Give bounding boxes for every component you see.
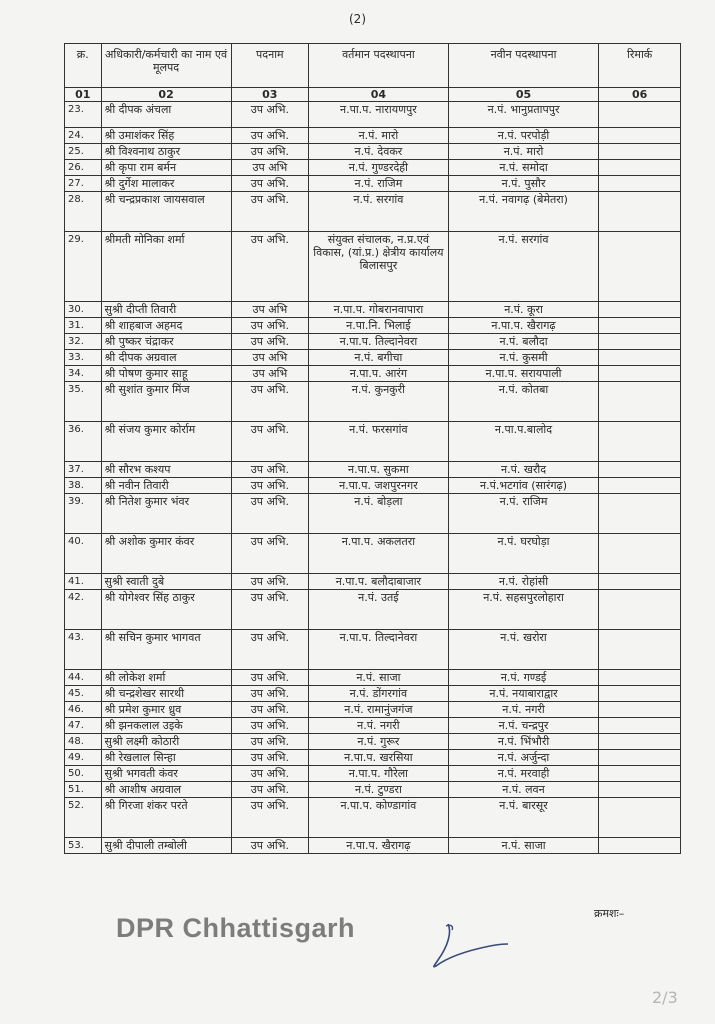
row-name: श्री गिरजा शंकर परते bbox=[101, 798, 231, 838]
row-current-posting: न.पं. गुरूर bbox=[309, 734, 449, 750]
row-current-posting: न.पा.प. तिल्दानेवरा bbox=[309, 334, 449, 350]
table-body bbox=[65, 102, 681, 854]
header-current-posting: वर्तमान पदस्थापना bbox=[309, 44, 449, 88]
row-designation: उप अभि. bbox=[231, 574, 308, 590]
row-designation: उप अभि. bbox=[231, 176, 308, 192]
row-remark bbox=[599, 734, 681, 750]
row-name: श्री चन्द्रप्रकाश जायसवाल bbox=[101, 192, 231, 232]
transfer-table bbox=[64, 43, 681, 854]
row-sn: 38. bbox=[65, 478, 102, 494]
row-remark bbox=[599, 798, 681, 838]
row-designation: उप अभि. bbox=[231, 782, 308, 798]
row-current-posting: न.पा.प. खैरागढ़ bbox=[309, 838, 449, 854]
row-current-posting: न.पा.प. जशपुरनगर bbox=[309, 478, 449, 494]
row-remark bbox=[599, 350, 681, 366]
row-sn: 40. bbox=[65, 534, 102, 574]
row-remark bbox=[599, 782, 681, 798]
row-name: श्री पुष्कर चंद्राकर bbox=[101, 334, 231, 350]
row-remark bbox=[599, 302, 681, 318]
table-row bbox=[65, 782, 681, 798]
row-designation: उप अभि. bbox=[231, 766, 308, 782]
row-designation: उप अभि bbox=[231, 160, 308, 176]
row-remark bbox=[599, 422, 681, 462]
row-name: श्री अशोक कुमार कंवर bbox=[101, 534, 231, 574]
row-sn: 50. bbox=[65, 766, 102, 782]
row-current-posting: न.पा.नि. भिलाई bbox=[309, 318, 449, 334]
row-sn: 45. bbox=[65, 686, 102, 702]
row-current-posting: न.पा.प. गोबरानवापारा bbox=[309, 302, 449, 318]
row-remark bbox=[599, 176, 681, 192]
row-remark bbox=[599, 192, 681, 232]
signature-image bbox=[430, 920, 510, 970]
table-row bbox=[65, 750, 681, 766]
row-designation: उप अभि. bbox=[231, 382, 308, 422]
table-row bbox=[65, 334, 681, 350]
row-designation: उप अभि. bbox=[231, 494, 308, 534]
row-current-posting: न.पा.प. तिल्दानेवरा bbox=[309, 630, 449, 670]
table-row bbox=[65, 590, 681, 630]
page-indicator: 2/3 bbox=[652, 988, 678, 1007]
row-sn: 28. bbox=[65, 192, 102, 232]
table-row bbox=[65, 232, 681, 302]
header-name: अधिकारी/कर्मचारी का नाम एवं मूलपद bbox=[101, 44, 231, 88]
row-remark bbox=[599, 494, 681, 534]
row-name: श्री रेखलाल सिन्हा bbox=[101, 750, 231, 766]
column-number: 03 bbox=[231, 88, 308, 102]
row-sn: 29. bbox=[65, 232, 102, 302]
table-row bbox=[65, 128, 681, 144]
row-remark bbox=[599, 102, 681, 128]
row-new-posting: न.पं. लवन bbox=[448, 782, 599, 798]
row-new-posting: न.पं. मरवाही bbox=[448, 766, 599, 782]
row-designation: उप अभि. bbox=[231, 192, 308, 232]
row-remark bbox=[599, 160, 681, 176]
table-row bbox=[65, 478, 681, 494]
row-remark bbox=[599, 534, 681, 574]
row-designation: उप अभि. bbox=[231, 630, 308, 670]
row-name: श्री दीपक अग्रवाल bbox=[101, 350, 231, 366]
row-designation: उप अभि bbox=[231, 302, 308, 318]
row-remark bbox=[599, 128, 681, 144]
page-number: (2) bbox=[349, 12, 366, 26]
table-row bbox=[65, 102, 681, 128]
row-new-posting: न.पं. बलौदा bbox=[448, 334, 599, 350]
table-row bbox=[65, 422, 681, 462]
row-remark bbox=[599, 462, 681, 478]
table-row bbox=[65, 144, 681, 160]
table-row bbox=[65, 686, 681, 702]
row-new-posting: न.पं. खरोरा bbox=[448, 630, 599, 670]
row-current-posting: न.पं. मारो bbox=[309, 128, 449, 144]
row-new-posting: न.पं. नयाबाराद्वार bbox=[448, 686, 599, 702]
row-sn: 31. bbox=[65, 318, 102, 334]
row-sn: 30. bbox=[65, 302, 102, 318]
header-designation: पदनाम bbox=[231, 44, 308, 88]
row-designation: उप अभि. bbox=[231, 838, 308, 854]
row-current-posting: न.पा.प. खरसिया bbox=[309, 750, 449, 766]
table-row bbox=[65, 702, 681, 718]
row-name: सुश्री लक्ष्मी कोठारी bbox=[101, 734, 231, 750]
row-remark bbox=[599, 382, 681, 422]
row-sn: 33. bbox=[65, 350, 102, 366]
table-row bbox=[65, 192, 681, 232]
row-name: श्री नवीन तिवारी bbox=[101, 478, 231, 494]
row-name: श्री शाहबाज अहमद bbox=[101, 318, 231, 334]
row-designation: उप अभि. bbox=[231, 686, 308, 702]
row-current-posting: न.पं. बोड़ला bbox=[309, 494, 449, 534]
table-row bbox=[65, 630, 681, 670]
row-current-posting: न.पं. डोंगरगांव bbox=[309, 686, 449, 702]
row-sn: 37. bbox=[65, 462, 102, 478]
row-current-posting: न.पा.प. गौरेला bbox=[309, 766, 449, 782]
row-name: श्री प्रमेश कुमार ध्रुव bbox=[101, 702, 231, 718]
row-current-posting: न.पा.प. कोण्डागांव bbox=[309, 798, 449, 838]
row-new-posting: न.पं.भटगांव (सारंगढ़) bbox=[448, 478, 599, 494]
row-sn: 26. bbox=[65, 160, 102, 176]
row-new-posting: न.पं. समोदा bbox=[448, 160, 599, 176]
row-current-posting: न.पं. साजा bbox=[309, 670, 449, 686]
row-sn: 52. bbox=[65, 798, 102, 838]
row-name: श्री दीपक अंचला bbox=[101, 102, 231, 128]
row-designation: उप अभि. bbox=[231, 718, 308, 734]
row-sn: 48. bbox=[65, 734, 102, 750]
row-current-posting: न.पं. रामानुंजगंज bbox=[309, 702, 449, 718]
row-name: श्री चन्द्रशेखर सारथी bbox=[101, 686, 231, 702]
row-sn: 32. bbox=[65, 334, 102, 350]
row-new-posting: न.पं. परपोड़ी bbox=[448, 128, 599, 144]
table-row bbox=[65, 366, 681, 382]
row-new-posting: न.पं. भिंभौरी bbox=[448, 734, 599, 750]
column-number: 05 bbox=[448, 88, 599, 102]
row-current-posting: न.पं. देवकर bbox=[309, 144, 449, 160]
table-row bbox=[65, 382, 681, 422]
column-number: 01 bbox=[65, 88, 102, 102]
row-remark bbox=[599, 686, 681, 702]
row-designation: उप अभि. bbox=[231, 462, 308, 478]
row-new-posting: न.पं. गण्डई bbox=[448, 670, 599, 686]
row-current-posting: न.पा.प. सुकमा bbox=[309, 462, 449, 478]
row-new-posting: न.पं. भानुप्रतापपुर bbox=[448, 102, 599, 128]
row-name: श्री लोकेश शर्मा bbox=[101, 670, 231, 686]
watermark-logo-text: DPR Chhattisgarh bbox=[116, 913, 356, 943]
row-name: श्री दुर्गेश मालाकर bbox=[101, 176, 231, 192]
row-sn: 41. bbox=[65, 574, 102, 590]
row-name: श्री सुशांत कुमार मिंज bbox=[101, 382, 231, 422]
row-current-posting: न.पा.प. अकलतरा bbox=[309, 534, 449, 574]
table-row bbox=[65, 798, 681, 838]
row-designation: उप अभि. bbox=[231, 750, 308, 766]
column-number-row bbox=[65, 88, 681, 102]
header-remark: रिमार्क bbox=[599, 44, 681, 88]
row-sn: 23. bbox=[65, 102, 102, 128]
column-number: 02 bbox=[101, 88, 231, 102]
row-remark bbox=[599, 478, 681, 494]
row-sn: 25. bbox=[65, 144, 102, 160]
row-remark bbox=[599, 590, 681, 630]
row-sn: 53. bbox=[65, 838, 102, 854]
row-remark bbox=[599, 766, 681, 782]
row-sn: 27. bbox=[65, 176, 102, 192]
row-new-posting: न.पं. घरघोड़ा bbox=[448, 534, 599, 574]
row-name: श्री संजय कुमार कोर्राम bbox=[101, 422, 231, 462]
row-remark bbox=[599, 144, 681, 160]
row-name: श्री नितेश कुमार भंवर bbox=[101, 494, 231, 534]
row-name: श्री आशीष अग्रवाल bbox=[101, 782, 231, 798]
row-name: श्री कृपा राम बर्मन bbox=[101, 160, 231, 176]
row-designation: उप अभि. bbox=[231, 422, 308, 462]
table-row bbox=[65, 574, 681, 590]
row-new-posting: न.पं. बारसूर bbox=[448, 798, 599, 838]
row-designation: उप अभि. bbox=[231, 334, 308, 350]
row-designation: उप अभि. bbox=[231, 318, 308, 334]
row-new-posting: न.पा.प. सरायपाली bbox=[448, 366, 599, 382]
row-designation: उप अभि. bbox=[231, 232, 308, 302]
row-new-posting: न.पा.प.बालोद bbox=[448, 422, 599, 462]
row-new-posting: न.पं. सरगांव bbox=[448, 232, 599, 302]
row-new-posting: न.पं. मारो bbox=[448, 144, 599, 160]
row-sn: 46. bbox=[65, 702, 102, 718]
row-remark bbox=[599, 366, 681, 382]
row-sn: 36. bbox=[65, 422, 102, 462]
row-sn: 49. bbox=[65, 750, 102, 766]
row-current-posting: न.पं. राजिम bbox=[309, 176, 449, 192]
row-designation: उप अभि. bbox=[231, 102, 308, 128]
table-row bbox=[65, 176, 681, 192]
row-new-posting: न.पं. कूरा bbox=[448, 302, 599, 318]
column-number: 04 bbox=[309, 88, 449, 102]
row-name: श्री योगेश्वर सिंह ठाकुर bbox=[101, 590, 231, 630]
row-new-posting: न.पं. नवागढ़ (बेमेतरा) bbox=[448, 192, 599, 232]
row-name: श्री झनकलाल उइके bbox=[101, 718, 231, 734]
table-row bbox=[65, 838, 681, 854]
row-designation: उप अभि. bbox=[231, 590, 308, 630]
row-sn: 35. bbox=[65, 382, 102, 422]
row-remark bbox=[599, 670, 681, 686]
row-remark bbox=[599, 318, 681, 334]
row-sn: 51. bbox=[65, 782, 102, 798]
row-sn: 43. bbox=[65, 630, 102, 670]
row-remark bbox=[599, 750, 681, 766]
row-name: सुश्री स्वाती दुबे bbox=[101, 574, 231, 590]
row-current-posting: न.पं. उतई bbox=[309, 590, 449, 630]
row-current-posting: न.पं. फरसगांव bbox=[309, 422, 449, 462]
row-new-posting: न.पं. कोतबा bbox=[448, 382, 599, 422]
table-row bbox=[65, 534, 681, 574]
row-designation: उप अभि. bbox=[231, 144, 308, 160]
row-name: सुश्री दीपाली तम्बोली bbox=[101, 838, 231, 854]
row-current-posting: संयुक्त संचालक, न.प्र.एवं विकास, (यां.प्र.) क्षेत्रीय कार्यालय बिलासपुर bbox=[309, 232, 449, 302]
row-sn: 47. bbox=[65, 718, 102, 734]
row-name: सुश्री दीप्ती तिवारी bbox=[101, 302, 231, 318]
row-new-posting: न.पं. खरौद bbox=[448, 462, 599, 478]
row-designation: उप अभि. bbox=[231, 734, 308, 750]
row-new-posting: न.पा.प. खैरागढ़ bbox=[448, 318, 599, 334]
row-remark bbox=[599, 702, 681, 718]
row-current-posting: न.पं. कुनकुरी bbox=[309, 382, 449, 422]
row-sn: 39. bbox=[65, 494, 102, 534]
table-row bbox=[65, 670, 681, 686]
row-new-posting: न.पं. कुसमी bbox=[448, 350, 599, 366]
header-new-posting: नवीन पदस्थापना bbox=[448, 44, 599, 88]
row-designation: उप अभि bbox=[231, 366, 308, 382]
row-name: श्रीमती मोनिका शर्मा bbox=[101, 232, 231, 302]
row-name: सुश्री भगवती कंवर bbox=[101, 766, 231, 782]
row-new-posting: न.पं. साजा bbox=[448, 838, 599, 854]
row-current-posting: न.पं. सरगांव bbox=[309, 192, 449, 232]
row-designation: उप अभि. bbox=[231, 534, 308, 574]
row-sn: 44. bbox=[65, 670, 102, 686]
row-new-posting: न.पं. पुसौर bbox=[448, 176, 599, 192]
row-new-posting: न.पं. नगरी bbox=[448, 702, 599, 718]
row-current-posting: न.पं. टुण्डरा bbox=[309, 782, 449, 798]
row-new-posting: न.पं. राजिम bbox=[448, 494, 599, 534]
row-designation: उप अभि bbox=[231, 350, 308, 366]
row-remark bbox=[599, 718, 681, 734]
row-new-posting: न.पं. चन्द्रपुर bbox=[448, 718, 599, 734]
table-row bbox=[65, 734, 681, 750]
header-sn: क्र. bbox=[65, 44, 102, 88]
row-current-posting: न.पा.प. आरंग bbox=[309, 366, 449, 382]
table-row bbox=[65, 766, 681, 782]
table-row bbox=[65, 350, 681, 366]
row-current-posting: न.पं. गुण्डरदेही bbox=[309, 160, 449, 176]
column-number: 06 bbox=[599, 88, 681, 102]
row-name: श्री उमाशंकर सिंह bbox=[101, 128, 231, 144]
table-row bbox=[65, 462, 681, 478]
row-name: श्री विश्वनाथ ठाकुर bbox=[101, 144, 231, 160]
row-new-posting: न.पं. सहसपुरलोहारा bbox=[448, 590, 599, 630]
row-designation: उप अभि. bbox=[231, 798, 308, 838]
row-remark bbox=[599, 232, 681, 302]
row-sn: 42. bbox=[65, 590, 102, 630]
header-row bbox=[65, 44, 681, 88]
row-designation: उप अभि. bbox=[231, 670, 308, 686]
row-current-posting: न.पं. नगरी bbox=[309, 718, 449, 734]
row-designation: उप अभि. bbox=[231, 702, 308, 718]
table-row bbox=[65, 302, 681, 318]
row-remark bbox=[599, 630, 681, 670]
row-designation: उप अभि. bbox=[231, 128, 308, 144]
row-designation: उप अभि. bbox=[231, 478, 308, 494]
row-remark bbox=[599, 574, 681, 590]
table-row bbox=[65, 318, 681, 334]
row-current-posting: न.पा.प. नारायणपुर bbox=[309, 102, 449, 128]
row-name: श्री सौरभ कश्यप bbox=[101, 462, 231, 478]
continued-label: क्रमशः– bbox=[594, 907, 625, 920]
row-remark bbox=[599, 838, 681, 854]
table-row bbox=[65, 718, 681, 734]
row-new-posting: न.पं. रोहांसी bbox=[448, 574, 599, 590]
row-name: श्री सचिन कुमार भागवत bbox=[101, 630, 231, 670]
row-remark bbox=[599, 334, 681, 350]
row-sn: 34. bbox=[65, 366, 102, 382]
row-name: श्री पोषण कुमार साहू bbox=[101, 366, 231, 382]
table-row bbox=[65, 494, 681, 534]
row-current-posting: न.पा.प. बलौदाबाजार bbox=[309, 574, 449, 590]
table-row bbox=[65, 160, 681, 176]
row-sn: 24. bbox=[65, 128, 102, 144]
row-new-posting: न.पं. अर्जुन्दा bbox=[448, 750, 599, 766]
row-current-posting: न.पं. बगीचा bbox=[309, 350, 449, 366]
